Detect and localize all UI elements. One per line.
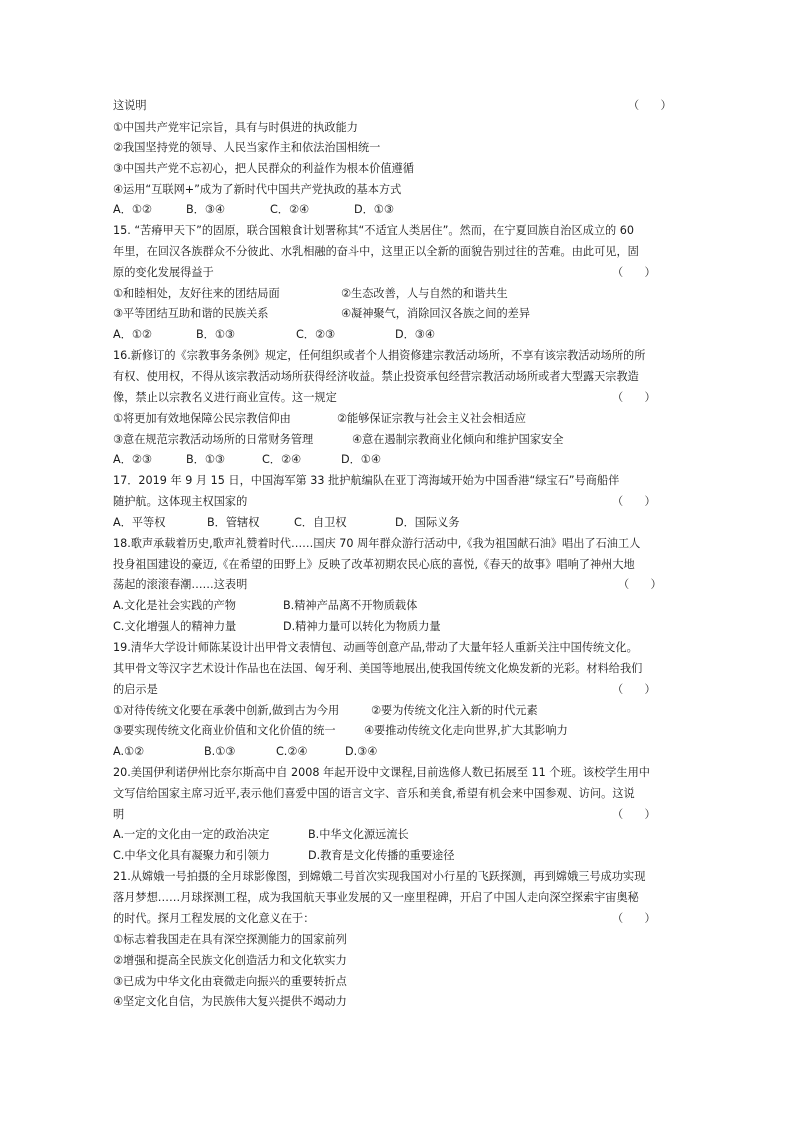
q17-option-a: A．平等权: [113, 516, 166, 529]
q20-option-d: D.教育是文化传播的重要途径: [308, 849, 455, 862]
q15-stem-line: 年里，在回汉各族群众不分彼此、水乳相融的奋斗中，这里正以全新的面貌告别过往的苦难。由此可见，固: [113, 245, 639, 258]
q15-option-b: B．①③: [196, 328, 235, 341]
q14-option-c: C．②④: [270, 203, 310, 216]
q17-option-d: D．国际义务: [395, 516, 460, 529]
q16-option-c: C．②④: [262, 453, 302, 466]
q16-stem-line: 像，禁止以宗教名义进行商业宣传。这一规定: [113, 391, 337, 404]
answer-paren: （ ）: [628, 99, 672, 112]
answer-paren: （ ）: [612, 683, 656, 696]
q18-stem-line: 荡起的滚滚春潮……这表明: [113, 578, 248, 591]
q18-option-a: A.文化是社会实践的产物: [113, 599, 236, 612]
q21-item: ①标志着我国走在具有深空探测能力的国家前列: [113, 933, 347, 946]
q20-stem-line: 20.美国伊利诺伊州比奈尔斯高中自 2008 年起开设中文课程,目前选修人数已拓展至 11 个班。该校学生用中: [113, 766, 650, 779]
q14-option-a: A．①②: [113, 203, 152, 216]
q18-option-d: D.精神力量可以转化为物质力量: [283, 620, 441, 633]
q15-option-c: C．②③: [296, 328, 336, 341]
q19-item: ③要实现传统文化商业价值和文化价值的统一: [113, 724, 336, 737]
q19-item: ②要为传统文化注入新的时代元素: [371, 704, 538, 717]
q14-item: ④运用“互联网+”成为了新时代中国共产党执政的基本方式: [113, 183, 402, 196]
q19-stem-line: 的启示是: [113, 683, 158, 696]
q16-option-b: B．①③: [186, 453, 225, 466]
q18-stem-line: 18.歌声承载着历史,歌声礼赞着时代……国庆 70 周年群众游行活动中,《我为祖国献石油》唱出了石油工人: [113, 537, 641, 550]
q15-item: ①和睦相处，友好往来的团结局面: [113, 287, 280, 300]
answer-paren: （ ）: [612, 391, 656, 404]
q15-item: ②生态改善，人与自然的和谐共生: [341, 287, 508, 300]
answer-paren: （ ）: [612, 495, 656, 508]
q17-stem-line: 17．2019 年 9 月 15 日，中国海军第 33 批护航编队在亚丁湾海域开始为中国香港“绿宝石”号商船伴: [113, 474, 620, 487]
q19-stem-line: 其甲骨文等汉字艺术设计作品也在法国、匈牙利、美国等地展出,使我国传统文化焕发新的光彩。材料给我们: [113, 662, 643, 675]
q16-stem-line: 有权、使用权，不得从该宗教活动场所获得经济收益。禁止投资承包经营宗教活动场所或者大型露天宗教造: [113, 370, 639, 383]
q16-item: ①将更加有效地保障公民宗教信仰由: [113, 412, 291, 425]
q19-stem-line: 19.清华大学设计师陈某设计出甲骨文表情包、动画等创意产品,带动了大量年轻人重新关注中国传统文化。: [113, 641, 638, 654]
answer-paren: （ ）: [618, 578, 662, 591]
q19-item: ①对待传统文化要在承袭中创新,做到古为今用: [113, 704, 340, 717]
q17-stem-line: 随护航。这体现主权国家的: [113, 495, 248, 508]
q14-item: ③中国共产党不忘初心，把人民群众的利益作为根本价值遵循: [113, 162, 414, 175]
q16-stem-line: 16.新修订的《宗教事务条例》规定，任何组织或者个人捐资修建宗教活动场所，不享有该宗教活动场所的所: [113, 349, 646, 362]
q20-option-b: B.中华文化源远流长: [308, 828, 409, 841]
q18-option-b: B.精神产品离不开物质载体: [283, 599, 418, 612]
answer-paren: （ ）: [612, 266, 656, 279]
q20-option-c: C.中华文化具有凝聚力和引领力: [113, 849, 270, 862]
q20-option-a: A.一定的文化由一定的政治决定: [113, 828, 270, 841]
q20-stem-line: 明: [113, 808, 125, 821]
q14-stem-tail: 这说明: [113, 99, 147, 112]
q19-option-a: A.①②: [113, 745, 145, 758]
q17-option-c: C．自卫权: [294, 516, 347, 529]
q21-item: ④坚定文化自信，为民族伟大复兴提供不竭动力: [113, 995, 347, 1008]
q16-item: ③意在规范宗教活动场所的日常财务管理: [113, 433, 314, 446]
q15-stem-line: 15. “苦瘠甲天下”的固原，联合国粮食计划署称其“不适宜人类居住”。然而，在宁夏回族自治区成立的 60: [113, 224, 635, 237]
q21-stem-line: 落月梦想……月球探测工程，成为我国航天事业发展的又一座里程碑，开启了中国人走向深空探索宇宙奥秘: [113, 891, 639, 904]
q14-item: ①中国共产党牢记宗旨，具有与时俱进的执政能力: [113, 121, 358, 134]
q19-option-b: B.①③: [204, 745, 236, 758]
q15-option-a: A．①②: [113, 328, 152, 341]
answer-paren: （ ）: [612, 808, 656, 821]
q20-stem-line: 文写信给国家主席习近平,表示他们喜爱中国的语言文字、音乐和美食,希望有机会来中国参观、访问。这说: [113, 787, 635, 800]
answer-paren: （ ）: [612, 912, 656, 925]
q15-item: ④凝神聚气，消除回汉各族之间的差异: [341, 307, 531, 320]
q14-option-b: B．③④: [186, 203, 225, 216]
q19-option-c: C.②④: [276, 745, 308, 758]
q16-option-d: D．①④: [341, 453, 381, 466]
q14-option-d: D．①③: [354, 203, 394, 216]
q14-item: ②我国坚持党的领导、人民当家作主和依法治国相统一: [113, 141, 381, 154]
q19-option-d: D.③④: [345, 745, 378, 758]
q15-item: ③平等团结互助和谐的民族关系: [113, 307, 269, 320]
q19-item: ④要推动传统文化走向世界,扩大其影响力: [364, 724, 568, 737]
q15-option-d: D．③④: [395, 328, 435, 341]
q21-item: ③已成为中华文化由衰微走向振兴的重要转折点: [113, 975, 347, 988]
q16-item: ④意在遏制宗教商业化倾向和维护国家安全: [352, 433, 564, 446]
q16-option-a: A．②③: [113, 453, 152, 466]
q21-item: ②增强和提高全民族文化创造活力和文化软实力: [113, 954, 347, 967]
q16-item: ②能够保证宗教与社会主义社会相适应: [337, 412, 527, 425]
q21-stem-line: 的时代。探月工程发展的文化意义在于：: [113, 912, 315, 925]
q18-option-c: C.文化增强人的精神力量: [113, 620, 237, 633]
q15-stem-line: 原的变化发展得益于: [113, 266, 214, 279]
q21-stem-line: 21.从嫦娥一号拍摄的全月球影像图，到嫦娥二号首次实现我国对小行星的飞跃探测，再到嫦娥三号成功实现: [113, 870, 646, 883]
q17-option-b: B．管辖权: [207, 516, 260, 529]
q18-stem-line: 投身祖国建设的豪迈,《在希望的田野上》反映了改革初期农民心底的喜悦,《春天的故事》唱响了神州大地: [113, 558, 635, 571]
